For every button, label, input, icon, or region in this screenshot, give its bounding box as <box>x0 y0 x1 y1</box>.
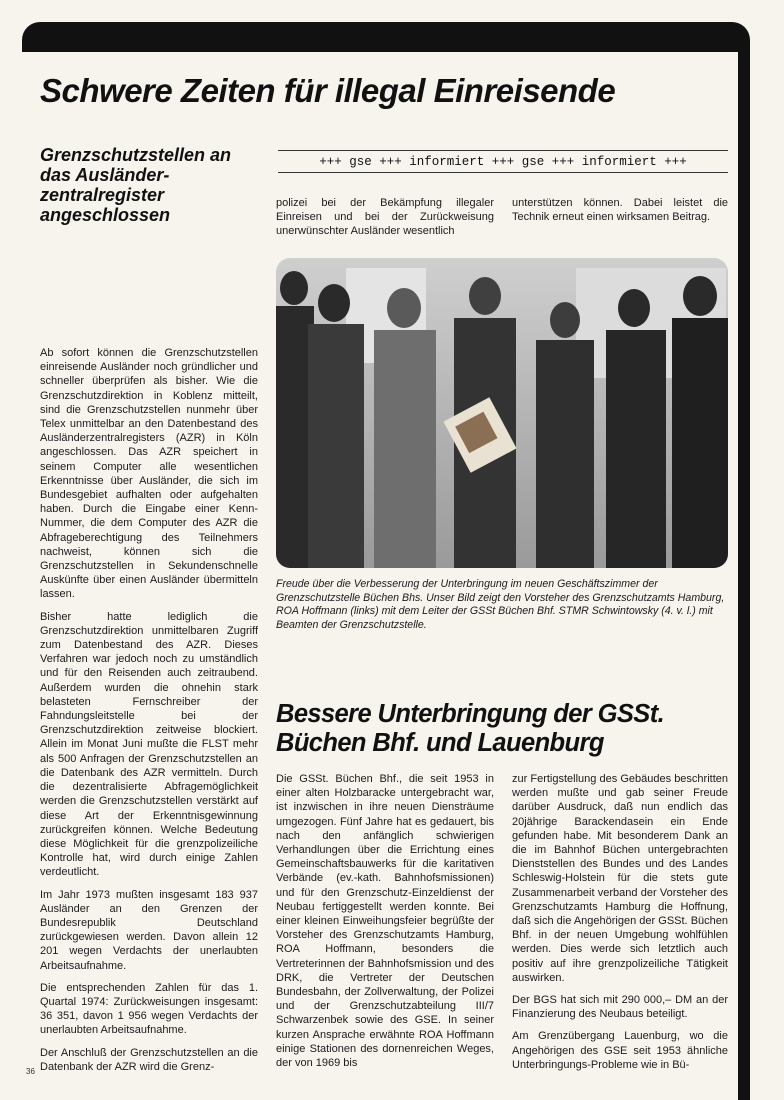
news-ticker: +++ gse +++ informiert +++ gse +++ informiert +++ <box>278 150 728 173</box>
article-subheadline: Grenzschutzstellen an das Ausländer-zentralregister angeschlossen <box>40 145 232 225</box>
body-paragraph: zur Fertigstellung des Gebäudes beschritten werden mußte und gab seiner Freude darüber Ausdruck, daß nun endlich das 20jährige Barackendasein ein Ende gefunden habe. Mit besonderem Dank an die im Bahnhof Büchen untergebrachten Dienststellen des Bundes und des Landes Schleswig-Holstein für die stets gute Zusammenarbeit verband der Vorsteher des Grenzschutzamts Hamburg die Hoffnung, daß sich die Angehörigen der GSSt. Büchen Bhf. in der neuen Umgebung wohlfühlen werden. Dies werde sich letztlich auch positiv auf ihre grenzpolizeiliche Tätigkeit auswirken. <box>512 773 728 984</box>
left-paragraph: Ab sofort können die Grenzschutzstellen einreisende Ausländer noch gründlicher und schneller überprüfen als bisher. Wie die Grenzschutzdirektion in Koblenz mitteilt, sind die Grenzschutzstellen nunmehr über Telex unmittelbar an den Datenbestand des Ausländerzentralregisters (AZR) in Köln angeschlossen. Das AZR speichert in seinem Computer alle wesentlichen Erkenntnisse über Ausländer, die sich im Bundesgebiet aufhalten oder aufgehalten haben. Durch die Eingabe einer Kenn-Nummer, die dem Computer des AZR die Abfrageberechtigung des Teilnehmers nachweist, können sich die Grenzschutzstellen in Sekundenschnelle Auskünfte über einen Ausländer übermitteln lassen. <box>40 347 258 601</box>
intro-text-b: unterstützen können. Dabei leistet die Technik erneut einen wirksamen Beitrag. <box>512 197 728 224</box>
intro-text-a: polizei bei der Bekämpfung illegaler Einreisen und bei der Zurückweisung unerwünschter Ausländer wesentlich <box>276 197 494 238</box>
left-paragraph: Der Anschluß der Grenzschutzstellen an die Datenbank der AZR wird die Grenz- <box>40 1046 258 1073</box>
left-paragraph: Die entsprechenden Zahlen für das 1. Quartal 1974: Zurückweisungen insgesamt: 36 351, davon 1 956 wegen Verdachts der unerlaubten Arbeitsaufnahme. <box>40 981 258 1037</box>
body-paragraph: Am Grenzübergang Lauenburg, wo die Angehörigen des GSE seit 1953 ähnliche Unterbringungs-Probleme wie in Bü- <box>512 1030 728 1071</box>
body-paragraph: Die GSSt. Büchen Bhf., die seit 1953 in einer alten Holzbaracke untergebracht war, ist inzwischen in ihre neuen Diensträume umgezogen. Fünf Jahre hat es gedauert, bis nach den anfänglich schwierigen Verhandlungen über die Errichtung eines Gemeinschaftsbauwerks für die karitativen Verbände (ev.-kath. Bahnhofsmissionen) und für den Grenzschutz-Einzeldienst der Neubau fertiggestellt werden konnte. Bei einer kleinen Einweihungsfeier begrüßte der Vorsteher des Grenzschutzamts Hamburg, ROA Hoffmann, besonders die Vertreterinnen der Bahnhofsmission und des DRK, die Vertreter der Deutschen Bundesbahn, der Zollverwaltung, der Polizei und der Grenzschutzabteilung III/7 Schwarzenbek sowie des GSE. In seiner kurzen Ansprache erwähnte ROA Hoffmann einige Stationen des dornenreichen Weges, der von 1969 bis <box>276 773 494 1070</box>
photo-caption: Freude über die Verbesserung der Unterbringung im neuen Geschäftszimmer der Grenzschutzstelle Büchen Bhs. Unser Bild zeigt den Vorsteher des Grenzschutzamts Hamburg, ROA Hoffmann (links) mit dem Leiter der GSSt Büchen Bhf. STMR Schwintowsky (4. v. l.) mit Beamten der Grenzschutzstelle. <box>276 578 725 631</box>
left-paragraph: Bisher hatte lediglich die Grenzschutzdirektion unmittelbaren Zugriff zum Datenbestand des AZR. Dieses Verfahren war jedoch noch zu umständlich und für den Reisenden auch zeitraubend. Außerdem wurden die ohnehin stark belasteten Fernschreiber der Fahndungsleitstelle bei der Grenzschutzdirektion zeitweise blockiert. Allein im Monat Juni mußte die FLST mehr als 500 Anfragen der Grenzschutzstellen an die Datenbank des AZR vermitteln. Durch die dezentralisierte Abfragemöglichkeit werden die Grenzschutzstellen verstärkt auf diese Art der Erkenntnisgewinnung zurückgreifen können. Welche Bedeutung diese Möglichkeit für die grenzpolizeiliche Kontrolle hat, wird durch einige Zahlen verdeutlicht. <box>40 610 258 879</box>
second-article-column-b <box>512 772 728 1080</box>
body-paragraph: Der BGS hat sich mit 290 000,– DM an der Finanzierung des Neubaus beteiligt. <box>512 994 728 1021</box>
page-number: 36 <box>26 1067 35 1076</box>
intro-column-b <box>512 196 728 232</box>
second-article-column-a <box>276 772 494 1078</box>
left-paragraph: Im Jahr 1973 mußten insgesamt 183 937 Ausländer an den Grenzen der Bundesrepublik Deutschland zurückgewiesen werden. Davon allein 12 201 wegen Verdachts der unerlaubten Arbeitsaufnahme. <box>40 888 258 972</box>
article-headline: Schwere Zeiten für illegal Einreisende <box>40 72 616 109</box>
group-photo-officers-icon <box>276 258 728 568</box>
left-column <box>40 346 258 1082</box>
group-photo <box>276 258 728 568</box>
page-frame-right <box>738 40 750 1100</box>
page-header-bar <box>22 22 750 52</box>
second-article-headline: Bessere Unterbringung der GSSt. Büchen Bhf. und Lauenburg <box>276 700 665 757</box>
intro-column-a <box>276 196 494 247</box>
